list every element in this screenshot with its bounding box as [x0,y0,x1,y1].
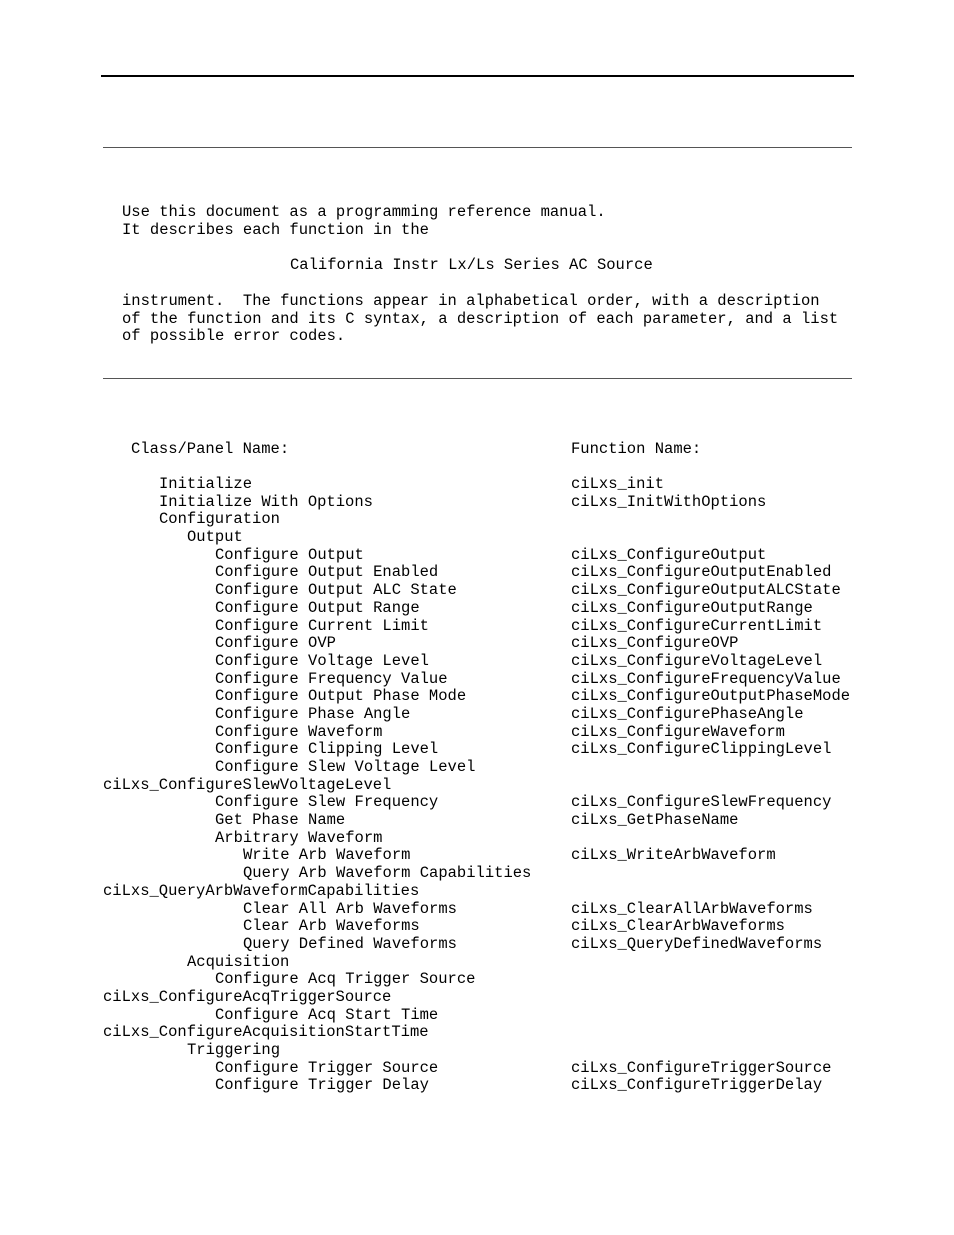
function-name: ciLxs_GetPhaseName [571,811,739,830]
intro-text [122,204,606,239]
function-name: ciLxs_ConfigureOutputRange [571,598,813,617]
class-panel-name: Configure Output ALC State [215,581,457,600]
class-panel-name: Get Phase Name [215,811,346,830]
tree-row [0,547,954,565]
function-name: ciLxs_ConfigureFrequencyValue [571,669,841,688]
function-name: ciLxs_ConfigureOutput [571,545,767,564]
tree-row [0,1042,954,1060]
class-panel-name: Initialize With Options [159,492,373,511]
function-name: ciLxs_ConfigureTriggerSource [571,1058,832,1077]
tree-row [0,847,954,865]
class-panel-name: Query Defined Waveforms [243,934,457,953]
desc-line-1: instrument. The functions appear in alphabetical order, with a description [122,292,820,310]
class-panel-name: Initialize [159,475,253,493]
tree-row-wrapped [0,777,954,795]
desc-line-3: of possible error codes. [122,327,346,346]
tree-row [0,511,954,529]
class-panel-name: Configure OVP [215,634,336,653]
function-name: ciLxs_ConfigureCurrentLimit [571,616,823,635]
class-panel-name: Configure Clipping Level [215,740,439,759]
function-name: ciLxs_ClearArbWaveforms [571,917,785,936]
class-panel-name: Configure Phase Angle [215,704,411,723]
tree-row [0,618,954,636]
class-panel-name: Configure Acq Trigger Source [215,970,476,989]
function-name: ciLxs_ConfigureOutputEnabled [571,563,832,582]
header-rule [101,75,854,77]
class-panel-name: Configure Frequency Value [215,669,448,688]
function-name: ciLxs_ConfigureOVP [571,634,739,653]
tree-row-wrapped [0,883,954,901]
function-name: ciLxs_QueryArbWaveformCapabilities [103,881,420,900]
function-name: ciLxs_ConfigureAcqTriggerSource [103,987,392,1006]
tree-row [0,600,954,618]
class-panel-name: Configure Waveform [215,722,383,741]
tree-row [0,582,954,600]
class-panel-name: Clear Arb Waveforms [243,917,420,936]
function-name: ciLxs_ConfigureWaveform [571,722,785,741]
function-name: ciLxs_init [571,475,665,493]
class-panel-name: Configure Output Range [215,598,420,617]
tree-row [0,1060,954,1078]
tree-row [0,1007,954,1025]
description-text [122,293,838,346]
function-tree [0,476,954,1095]
class-panel-header: Class/Panel Name: [131,440,290,458]
class-panel-name: Configure Slew Voltage Level [215,758,476,776]
tree-row [0,688,954,706]
tree-row [0,918,954,936]
tree-row [0,671,954,689]
class-panel-name: Output [187,528,243,547]
function-name: ciLxs_ConfigureClippingLevel [571,740,832,759]
desc-line-2: of the function and its C syntax, a description of each parameter, and a list [122,309,839,328]
tree-row [0,971,954,989]
function-name: ciLxs_ConfigurePhaseAngle [571,704,804,723]
tree-row [0,865,954,883]
tree-row [0,812,954,830]
function-name: ciLxs_ConfigureVoltageLevel [571,651,823,670]
tree-row-wrapped [0,989,954,1007]
tree-row [0,759,954,777]
tree-row [0,830,954,848]
tree-row [0,494,954,512]
class-panel-name: Configure Output [215,545,364,564]
function-name: ciLxs_ConfigureTriggerDelay [571,1076,823,1095]
function-name: ciLxs_ClearAllArbWaveforms [571,899,813,918]
section-separator-bottom [103,378,852,379]
class-panel-name: Acquisition [187,952,290,971]
section-separator-top [103,147,852,148]
class-panel-name: Triggering [187,1041,281,1059]
function-name: ciLxs_ConfigureOutputPhaseMode [571,687,851,706]
tree-row [0,1077,954,1095]
function-name: ciLxs_InitWithOptions [571,492,767,511]
class-panel-name: Configure Voltage Level [215,651,429,670]
intro-line-2: It describes each function in the [122,220,429,239]
tree-row [0,529,954,547]
tree-row-wrapped [0,1024,954,1042]
class-panel-name: Configure Trigger Source [215,1058,439,1077]
class-panel-name: Query Arb Waveform Capabilities [243,864,532,883]
function-name: ciLxs_WriteArbWaveform [571,846,776,865]
function-name: ciLxs_ConfigureSlewFrequency [571,793,832,812]
tree-row [0,476,954,494]
class-panel-name: Configure Output Phase Mode [215,687,467,706]
tree-row [0,901,954,919]
product-name: California Instr Lx/Ls Series AC Source [290,256,653,274]
class-panel-name: Configure Output Enabled [215,563,439,582]
tree-row [0,954,954,972]
intro-line-1: Use this document as a programming reference manual. [122,203,606,221]
class-panel-name: Arbitrary Waveform [215,828,383,847]
tree-row [0,741,954,759]
class-panel-name: Clear All Arb Waveforms [243,899,457,918]
tree-row [0,936,954,954]
function-name: ciLxs_ConfigureSlewVoltageLevel [103,775,392,794]
tree-row [0,635,954,653]
function-name: ciLxs_QueryDefinedWaveforms [571,934,823,953]
class-panel-name: Configuration [159,510,280,529]
class-panel-name: Configure Current Limit [215,616,429,635]
tree-row [0,653,954,671]
class-panel-name: Write Arb Waveform [243,846,411,865]
tree-row [0,724,954,742]
function-name: ciLxs_ConfigureOutputALCState [571,581,841,600]
tree-row [0,794,954,812]
class-panel-name: Configure Trigger Delay [215,1076,429,1095]
function-name: ciLxs_ConfigureAcquisitionStartTime [103,1023,429,1042]
class-panel-name: Configure Slew Frequency [215,793,439,812]
tree-row [0,706,954,724]
class-panel-name: Configure Acq Start Time [215,1005,439,1024]
tree-row [0,564,954,582]
function-name-header: Function Name: [571,440,702,458]
